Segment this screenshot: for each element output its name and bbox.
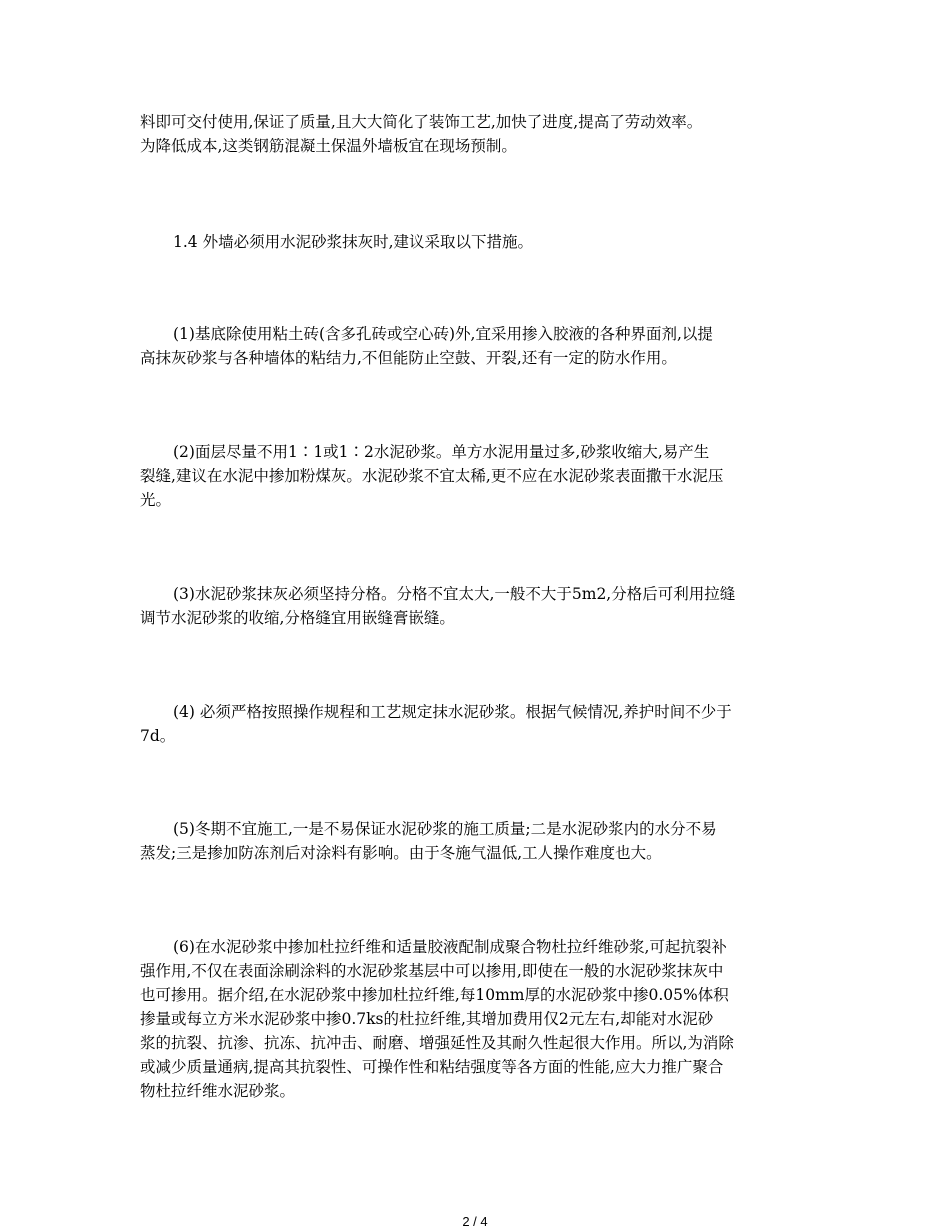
- text-line: (3)水泥砂浆抹灰必须坚持分格。分格不宜太大,一般不大于5m2,分格后可利用拉缝: [173, 585, 736, 603]
- text-line: 7d。: [140, 727, 176, 745]
- text-line: 调节水泥砂浆的收缩,分格缝宜用嵌缝膏嵌缝。: [140, 609, 455, 627]
- text-line: 也可掺用。据介绍,在水泥砂浆中掺加杜拉纤维,每10mm厚的水泥砂浆中掺0.05%体积: [140, 986, 729, 1004]
- section-heading-text: 1.4 外墙必须用水泥砂浆抹灰时,建议采取以下措施。: [173, 233, 534, 251]
- intro-paragraph: [140, 110, 800, 158]
- item-1-paragraph: [140, 322, 800, 370]
- section-heading: [140, 230, 800, 254]
- text-line: 浆的抗裂、抗渗、抗冻、抗冲击、耐磨、增强延性及其耐久性起很大作用。所以,为消除: [140, 1034, 734, 1052]
- item-5-paragraph: [140, 817, 800, 865]
- text-line: 或减少质量通病,提高其抗裂性、可操作性和粘结强度等各方面的性能,应大力推广聚合: [140, 1058, 724, 1076]
- text-line: 掺量或每立方米水泥砂浆中掺0.7ks的杜拉纤维,其增加费用仅2元左右,却能对水泥砂: [140, 1010, 714, 1028]
- text-line: (2)面层尽量不用1∶1或1∶2水泥砂浆。单方水泥用量过多,砂浆收缩大,易产生: [173, 443, 710, 461]
- item-2-paragraph: [140, 440, 800, 512]
- text-line: 为降低成本,这类钢筋混凝土保温外墙板宜在现场预制。: [140, 137, 517, 155]
- text-line: (1)基底除使用粘土砖(含多孔砖或空心砖)外,宜采用掺入胶液的各种界面剂,以提: [173, 325, 713, 343]
- text-line: 裂缝,建议在水泥中掺加粉煤灰。水泥砂浆不宜太稀,更不应在水泥砂浆表面撒干水泥压: [140, 467, 724, 485]
- text-line: 物杜拉纤维水泥砂浆。: [140, 1082, 296, 1100]
- text-line: 高抹灰砂浆与各种墙体的粘结力,不但能防止空鼓、开裂,还有一定的防水作用。: [140, 349, 677, 367]
- page-indicator: 2 / 4: [462, 1214, 488, 1229]
- item-6-paragraph: [140, 935, 800, 1103]
- text-line: 强作用,不仅在表面涂刷涂料的水泥砂浆基层中可以掺用,即使在一般的水泥砂浆抹灰中: [140, 962, 724, 980]
- text-line: (5)冬期不宜施工,一是不易保证水泥砂浆的施工质量;二是水泥砂浆内的水分不易: [173, 820, 717, 838]
- item-4-paragraph: [140, 700, 800, 748]
- text-line: (6)在水泥砂浆中掺加杜拉纤维和适量胶液配制成聚合物杜拉纤维砂浆,可起抗裂补: [173, 938, 727, 956]
- item-3-paragraph: [140, 582, 800, 630]
- text-line: (4) 必须严格按照操作规程和工艺规定抹水泥砂浆。根据气候情况,养护时间不少于: [173, 703, 732, 721]
- text-line: 蒸发;三是掺加防冻剂后对涂料有影响。由于冬施气温低,工人操作难度也大。: [140, 844, 662, 862]
- text-line: 光。: [140, 491, 172, 509]
- text-line: 料即可交付使用,保证了质量,且大大简化了装饰工艺,加快了进度,提高了劳动效率。: [140, 113, 703, 131]
